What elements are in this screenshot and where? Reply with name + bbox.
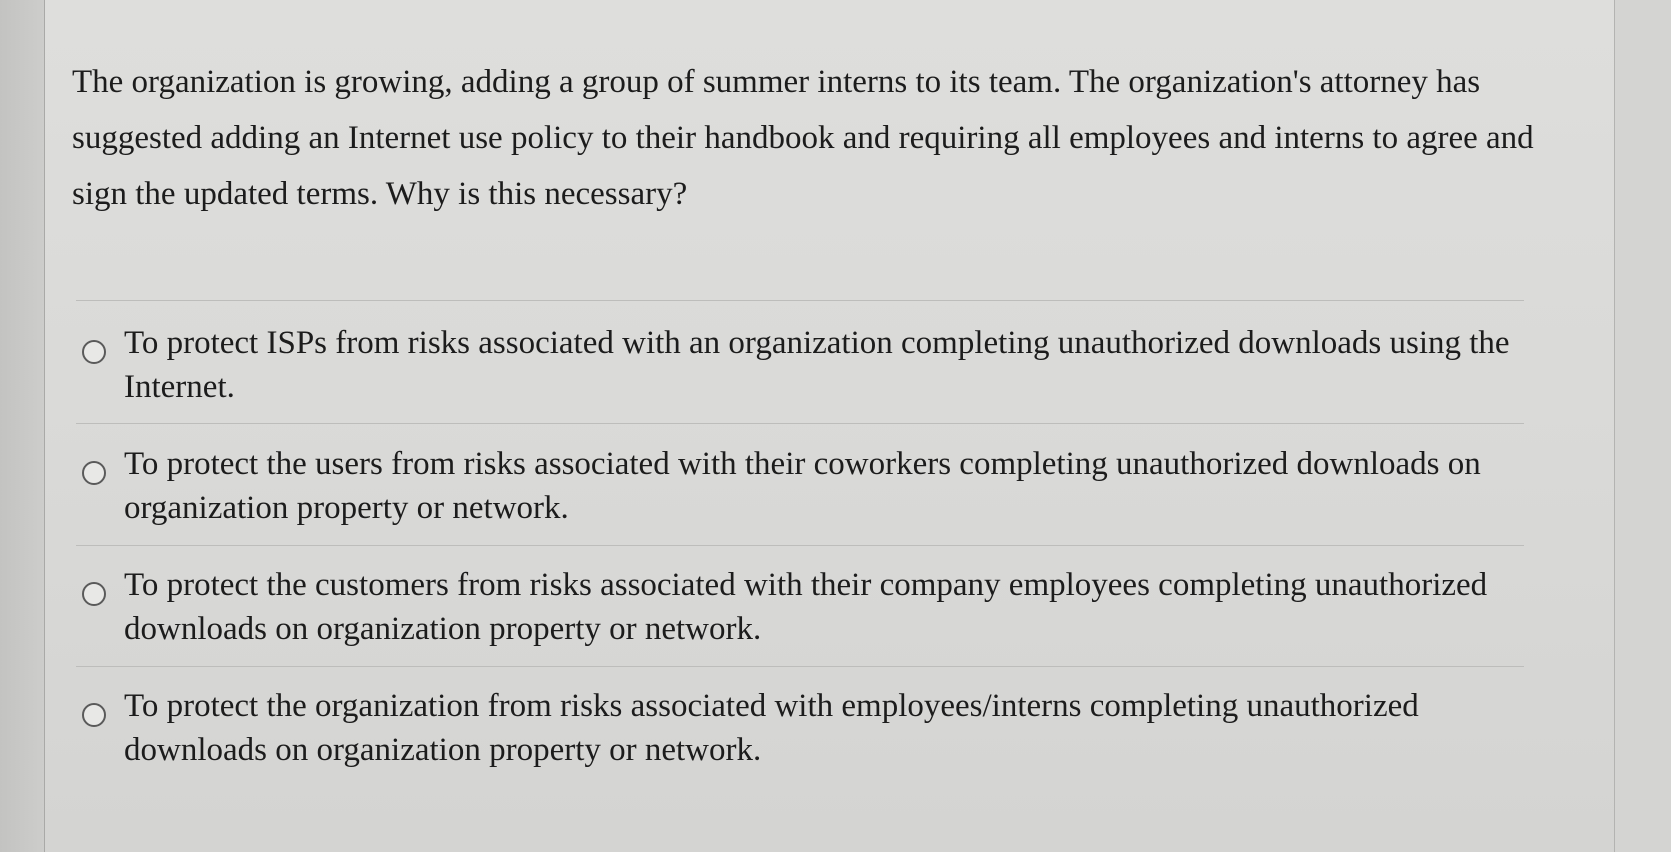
divider (76, 666, 1524, 667)
radio-unchecked-icon[interactable] (82, 582, 106, 606)
page-margin-right (1615, 0, 1671, 852)
answer-option-label: To protect the users from risks associated with their coworkers completing unauthorized downloads on organization property or network. (124, 446, 1481, 526)
radio-unchecked-icon[interactable] (82, 703, 106, 727)
divider (76, 545, 1524, 546)
radio-unchecked-icon[interactable] (82, 461, 106, 485)
page-margin-left (0, 0, 44, 852)
answer-option-label: To protect the organization from risks associated with employees/interns completing unauthorized downloads on organization property or network. (124, 688, 1419, 768)
divider (76, 423, 1524, 424)
answer-option-4[interactable] (82, 684, 1542, 784)
answer-option-label: To protect the customers from risks associated with their company employees completing unauthorized downloads on organization property or network. (124, 567, 1488, 647)
divider (76, 300, 1524, 301)
question-text: The organization is growing, adding a group of summer interns to its team. The organization's attorney has suggested adding an Internet use policy to their handbook and requiring all employees and interns to agree and sign the updated terms. Why is this necessary? (72, 64, 1534, 212)
radio-unchecked-icon[interactable] (82, 340, 106, 364)
answer-option-1[interactable] (82, 321, 1542, 421)
answer-option-2[interactable] (82, 442, 1542, 542)
answer-option-3[interactable] (82, 563, 1542, 663)
answer-option-label: To protect ISPs from risks associated with an organization completing unauthorized downloads using the Internet. (124, 325, 1510, 405)
